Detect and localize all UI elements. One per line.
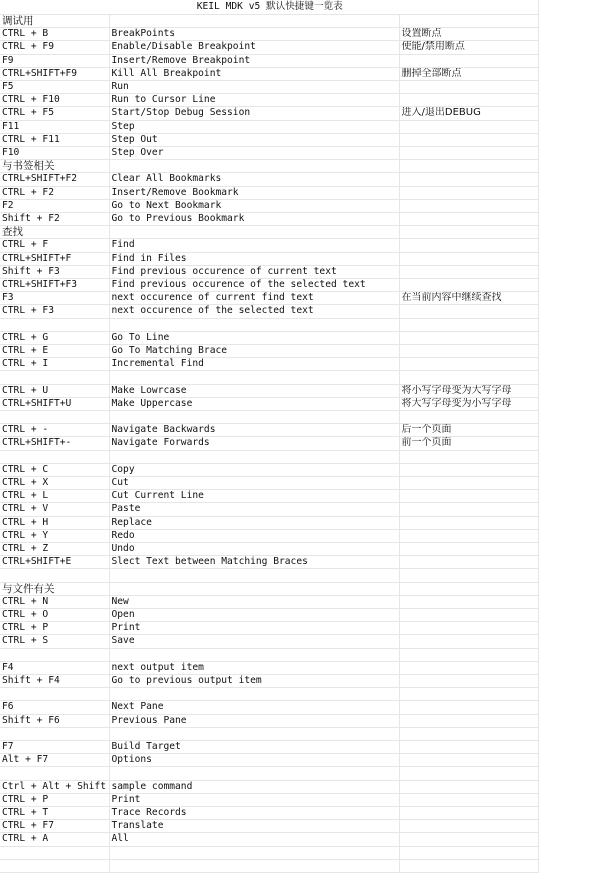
shortcut-note xyxy=(399,490,538,503)
shortcut-key: CTRL + - xyxy=(0,424,109,437)
shortcut-note: 设置断点 xyxy=(399,28,538,41)
shortcut-description: Build Target xyxy=(109,741,399,754)
shortcut-row xyxy=(0,292,538,305)
shortcut-note xyxy=(399,635,538,648)
shortcut-key xyxy=(0,727,109,740)
shortcut-description: Make Lowrcase xyxy=(109,384,399,397)
shortcut-description: Copy xyxy=(109,463,399,476)
shortcut-note xyxy=(399,305,538,318)
shortcut-description: Redo xyxy=(109,529,399,542)
shortcut-note: 后一个页面 xyxy=(399,424,538,437)
shortcut-row xyxy=(0,133,538,146)
shortcut-row xyxy=(0,780,538,793)
shortcut-note xyxy=(399,820,538,833)
shortcut-key: CTRL + F7 xyxy=(0,820,109,833)
shortcut-key: CTRL + F9 xyxy=(0,41,109,54)
shortcut-description: Insert/Remove Bookmark xyxy=(109,186,399,199)
shortcut-key xyxy=(0,767,109,780)
shortcut-description: Go To Matching Brace xyxy=(109,345,399,358)
shortcut-row xyxy=(0,437,538,450)
shortcut-row xyxy=(0,54,538,67)
shortcut-description: Go To Line xyxy=(109,331,399,344)
shortcut-row xyxy=(0,727,538,740)
shortcut-key: CTRL+SHIFT+- xyxy=(0,437,109,450)
shortcut-note xyxy=(399,463,538,476)
shortcut-description: Run xyxy=(109,81,399,94)
shortcut-key: CTRL + C xyxy=(0,463,109,476)
shortcut-key: CTRL+SHIFT+U xyxy=(0,397,109,410)
shortcut-description: Translate xyxy=(109,820,399,833)
shortcut-note: 进入/退出DEBUG xyxy=(399,107,538,120)
shortcut-row xyxy=(0,265,538,278)
shortcut-row xyxy=(0,529,538,542)
shortcut-description: Incremental Find xyxy=(109,358,399,371)
shortcut-description: Replace xyxy=(109,516,399,529)
shortcut-note xyxy=(399,675,538,688)
shortcut-note: 删掉全部断点 xyxy=(399,67,538,80)
shortcut-row xyxy=(0,358,538,371)
shortcut-row xyxy=(0,411,538,424)
shortcut-note xyxy=(399,239,538,252)
shortcut-key: F6 xyxy=(0,701,109,714)
shortcut-note xyxy=(399,54,538,67)
shortcut-row xyxy=(0,675,538,688)
shortcut-description: Start/Stop Debug Session xyxy=(109,107,399,120)
shortcut-key: F2 xyxy=(0,199,109,212)
shortcut-note xyxy=(399,516,538,529)
shortcut-key: CTRL + U xyxy=(0,384,109,397)
shortcut-key: CTRL+SHIFT+F3 xyxy=(0,279,109,292)
shortcut-key: CTRL + F11 xyxy=(0,133,109,146)
shortcut-key xyxy=(0,450,109,463)
shortcut-note xyxy=(399,622,538,635)
shortcut-key: F9 xyxy=(0,54,109,67)
shortcut-description: Previous Pane xyxy=(109,714,399,727)
shortcut-key: CTRL + F10 xyxy=(0,94,109,107)
shortcut-row xyxy=(0,622,538,635)
shortcut-note xyxy=(399,371,538,384)
shortcut-row xyxy=(0,569,538,582)
shortcut-row xyxy=(0,120,538,133)
shortcut-note xyxy=(399,252,538,265)
shortcut-description: Go to Previous Bookmark xyxy=(109,213,399,226)
shortcut-note xyxy=(399,780,538,793)
shortcut-key: Shift + F2 xyxy=(0,213,109,226)
shortcut-row xyxy=(0,371,538,384)
shortcut-key: CTRL+SHIFT+F xyxy=(0,252,109,265)
empty-cell xyxy=(109,582,399,595)
shortcut-note xyxy=(399,133,538,146)
shortcut-description: Go to previous output item xyxy=(109,675,399,688)
shortcut-description: Navigate Forwards xyxy=(109,437,399,450)
section-heading: 查找 xyxy=(0,226,109,239)
shortcut-key: CTRL + V xyxy=(0,503,109,516)
shortcut-note xyxy=(399,477,538,490)
shortcut-note xyxy=(399,833,538,846)
section-heading: 调试用 xyxy=(0,15,109,28)
shortcut-note xyxy=(399,648,538,661)
shortcut-key: CTRL + F xyxy=(0,239,109,252)
shortcut-note xyxy=(399,94,538,107)
shortcut-key xyxy=(0,859,109,872)
title-row xyxy=(0,0,538,15)
shortcut-row xyxy=(0,490,538,503)
shortcut-note xyxy=(399,345,538,358)
section-heading: 与文件有关 xyxy=(0,582,109,595)
shortcut-row xyxy=(0,331,538,344)
section-heading: 与书签相关 xyxy=(0,160,109,173)
shortcut-note xyxy=(399,450,538,463)
shortcut-row xyxy=(0,450,538,463)
shortcut-row xyxy=(0,305,538,318)
shortcut-row xyxy=(0,503,538,516)
shortcut-row xyxy=(0,41,538,54)
shortcut-row xyxy=(0,213,538,226)
shortcut-note xyxy=(399,147,538,160)
shortcut-row xyxy=(0,648,538,661)
shortcut-description: next output item xyxy=(109,661,399,674)
shortcut-key: CTRL+SHIFT+F9 xyxy=(0,67,109,80)
shortcut-description xyxy=(109,318,399,331)
shortcut-row xyxy=(0,463,538,476)
shortcut-description: Print xyxy=(109,622,399,635)
empty-cell xyxy=(399,226,538,239)
shortcut-description xyxy=(109,371,399,384)
shortcut-key xyxy=(0,688,109,701)
shortcut-row xyxy=(0,516,538,529)
shortcut-description: Paste xyxy=(109,503,399,516)
shortcut-row xyxy=(0,384,538,397)
shortcut-row xyxy=(0,477,538,490)
shortcut-key: CTRL + O xyxy=(0,609,109,622)
shortcut-description xyxy=(109,648,399,661)
shortcut-note xyxy=(399,741,538,754)
shortcut-note xyxy=(399,503,538,516)
shortcut-description: Next Pane xyxy=(109,701,399,714)
shortcut-note xyxy=(399,358,538,371)
shortcut-key: F5 xyxy=(0,81,109,94)
shortcut-description: Find xyxy=(109,239,399,252)
shortcut-description xyxy=(109,688,399,701)
shortcut-description: Open xyxy=(109,609,399,622)
shortcut-description xyxy=(109,411,399,424)
shortcut-description: Slect Text between Matching Braces xyxy=(109,556,399,569)
shortcut-row xyxy=(0,820,538,833)
shortcut-description: Find previous occurence of current text xyxy=(109,265,399,278)
shortcut-note xyxy=(399,688,538,701)
shortcut-row xyxy=(0,846,538,859)
empty-cell xyxy=(109,15,399,28)
shortcut-row xyxy=(0,279,538,292)
section-row xyxy=(0,582,538,595)
shortcut-note xyxy=(399,846,538,859)
shortcut-key: CTRL + Z xyxy=(0,543,109,556)
shortcut-key: CTRL + L xyxy=(0,490,109,503)
shortcut-description: New xyxy=(109,595,399,608)
shortcut-description xyxy=(109,846,399,859)
section-row xyxy=(0,226,538,239)
shortcut-note xyxy=(399,213,538,226)
shortcut-row xyxy=(0,397,538,410)
shortcut-row xyxy=(0,81,538,94)
shortcut-key xyxy=(0,569,109,582)
shortcut-note xyxy=(399,199,538,212)
shortcut-description: Kill All Breakpoint xyxy=(109,67,399,80)
shortcut-row xyxy=(0,424,538,437)
shortcut-note xyxy=(399,714,538,727)
shortcut-description: next occurence of the selected text xyxy=(109,305,399,318)
shortcut-row xyxy=(0,754,538,767)
shortcut-key: CTRL + Y xyxy=(0,529,109,542)
shortcut-description: Find in Files xyxy=(109,252,399,265)
shortcut-key: CTRL+SHIFT+F2 xyxy=(0,173,109,186)
shortcut-note: 前一个页面 xyxy=(399,437,538,450)
shortcut-key xyxy=(0,318,109,331)
shortcut-key: F4 xyxy=(0,661,109,674)
shortcut-key: CTRL + S xyxy=(0,635,109,648)
shortcut-key: Shift + F6 xyxy=(0,714,109,727)
shortcut-note xyxy=(399,173,538,186)
shortcut-note xyxy=(399,807,538,820)
shortcut-key: Ctrl + Alt + Shift xyxy=(0,780,109,793)
shortcut-description: Step Out xyxy=(109,133,399,146)
shortcut-row xyxy=(0,635,538,648)
shortcut-row xyxy=(0,793,538,806)
shortcut-note xyxy=(399,120,538,133)
shortcut-key: CTRL + B xyxy=(0,28,109,41)
shortcut-row xyxy=(0,714,538,727)
shortcut-key: F3 xyxy=(0,292,109,305)
shortcut-key: F7 xyxy=(0,741,109,754)
shortcut-key: Shift + F4 xyxy=(0,675,109,688)
shortcut-row xyxy=(0,833,538,846)
shortcut-note xyxy=(399,186,538,199)
empty-cell xyxy=(399,15,538,28)
empty-cell xyxy=(109,160,399,173)
shortcut-note xyxy=(399,595,538,608)
shortcut-key: CTRL + N xyxy=(0,595,109,608)
shortcut-key xyxy=(0,371,109,384)
shortcut-description: Cut Current Line xyxy=(109,490,399,503)
shortcut-row xyxy=(0,609,538,622)
shortcut-row xyxy=(0,252,538,265)
shortcut-note xyxy=(399,661,538,674)
shortcut-row xyxy=(0,859,538,872)
shortcut-note xyxy=(399,727,538,740)
shortcut-key: CTRL + P xyxy=(0,793,109,806)
shortcut-key: Alt + F7 xyxy=(0,754,109,767)
shortcut-note xyxy=(399,569,538,582)
shortcut-note xyxy=(399,859,538,872)
shortcut-description: Insert/Remove Breakpoint xyxy=(109,54,399,67)
shortcut-description: next occurence of current find text xyxy=(109,292,399,305)
shortcut-key: CTRL + G xyxy=(0,331,109,344)
shortcut-description xyxy=(109,569,399,582)
shortcut-description: Make Uppercase xyxy=(109,397,399,410)
shortcut-description xyxy=(109,767,399,780)
shortcut-note xyxy=(399,265,538,278)
shortcut-row xyxy=(0,28,538,41)
shortcut-row xyxy=(0,173,538,186)
shortcut-row xyxy=(0,767,538,780)
empty-cell xyxy=(399,160,538,173)
shortcut-note xyxy=(399,279,538,292)
shortcut-key: F11 xyxy=(0,120,109,133)
shortcut-note xyxy=(399,331,538,344)
shortcut-note xyxy=(399,543,538,556)
shortcut-note xyxy=(399,609,538,622)
shortcut-description: Save xyxy=(109,635,399,648)
shortcut-row xyxy=(0,318,538,331)
shortcut-key: CTRL + I xyxy=(0,358,109,371)
shortcut-key: CTRL + F3 xyxy=(0,305,109,318)
shortcut-key xyxy=(0,648,109,661)
shortcut-description: Cut xyxy=(109,477,399,490)
shortcut-description: BreakPoints xyxy=(109,28,399,41)
shortcut-row xyxy=(0,94,538,107)
shortcut-key: Shift + F3 xyxy=(0,265,109,278)
shortcut-row xyxy=(0,199,538,212)
shortcut-description: Trace Records xyxy=(109,807,399,820)
shortcut-row xyxy=(0,345,538,358)
shortcut-description: Step xyxy=(109,120,399,133)
shortcut-description: Print xyxy=(109,793,399,806)
shortcut-row xyxy=(0,107,538,120)
shortcut-note: 将大写字母变为小写字母 xyxy=(399,397,538,410)
empty-cell xyxy=(109,226,399,239)
shortcut-description: Enable/Disable Breakpoint xyxy=(109,41,399,54)
shortcut-key: CTRL + P xyxy=(0,622,109,635)
shortcut-note xyxy=(399,793,538,806)
shortcut-key: CTRL + H xyxy=(0,516,109,529)
shortcut-description xyxy=(109,450,399,463)
shortcut-row xyxy=(0,661,538,674)
shortcut-description: Navigate Backwards xyxy=(109,424,399,437)
shortcut-description xyxy=(109,859,399,872)
shortcut-row xyxy=(0,543,538,556)
shortcut-note xyxy=(399,556,538,569)
shortcut-key: CTRL+SHIFT+E xyxy=(0,556,109,569)
shortcut-note xyxy=(399,81,538,94)
shortcut-row xyxy=(0,556,538,569)
shortcut-key: F10 xyxy=(0,147,109,160)
shortcut-note xyxy=(399,767,538,780)
shortcut-description: Find previous occurence of the selected text xyxy=(109,279,399,292)
shortcut-row xyxy=(0,701,538,714)
shortcut-description xyxy=(109,727,399,740)
shortcut-description: Go to Next Bookmark xyxy=(109,199,399,212)
shortcut-key: CTRL + F5 xyxy=(0,107,109,120)
page-title: KEIL MDK v5 默认快捷键一览表 xyxy=(0,0,538,15)
shortcut-row xyxy=(0,807,538,820)
shortcut-row xyxy=(0,741,538,754)
shortcut-description: Clear All Bookmarks xyxy=(109,173,399,186)
shortcut-key xyxy=(0,846,109,859)
shortcut-description: Run to Cursor Line xyxy=(109,94,399,107)
shortcut-key: CTRL + X xyxy=(0,477,109,490)
shortcut-note: 使能/禁用断点 xyxy=(399,41,538,54)
shortcut-note xyxy=(399,529,538,542)
empty-cell xyxy=(399,582,538,595)
shortcut-row xyxy=(0,186,538,199)
shortcut-description: Options xyxy=(109,754,399,767)
shortcut-note xyxy=(399,411,538,424)
shortcut-row xyxy=(0,595,538,608)
shortcut-key: CTRL + F2 xyxy=(0,186,109,199)
shortcut-row xyxy=(0,147,538,160)
shortcut-note xyxy=(399,754,538,767)
shortcut-key: CTRL + T xyxy=(0,807,109,820)
shortcut-row xyxy=(0,688,538,701)
shortcut-description: Step Over xyxy=(109,147,399,160)
shortcut-description: Undo xyxy=(109,543,399,556)
shortcut-key: CTRL + E xyxy=(0,345,109,358)
shortcut-description: sample command xyxy=(109,780,399,793)
shortcut-row xyxy=(0,67,538,80)
shortcut-note: 将小写字母变为大写字母 xyxy=(399,384,538,397)
shortcut-note: 在当前内容中继续查找 xyxy=(399,292,538,305)
shortcut-row xyxy=(0,239,538,252)
shortcut-note xyxy=(399,318,538,331)
shortcut-key xyxy=(0,411,109,424)
section-row xyxy=(0,160,538,173)
shortcut-description: All xyxy=(109,833,399,846)
shortcut-note xyxy=(399,701,538,714)
section-row xyxy=(0,15,538,28)
shortcut-key: CTRL + A xyxy=(0,833,109,846)
